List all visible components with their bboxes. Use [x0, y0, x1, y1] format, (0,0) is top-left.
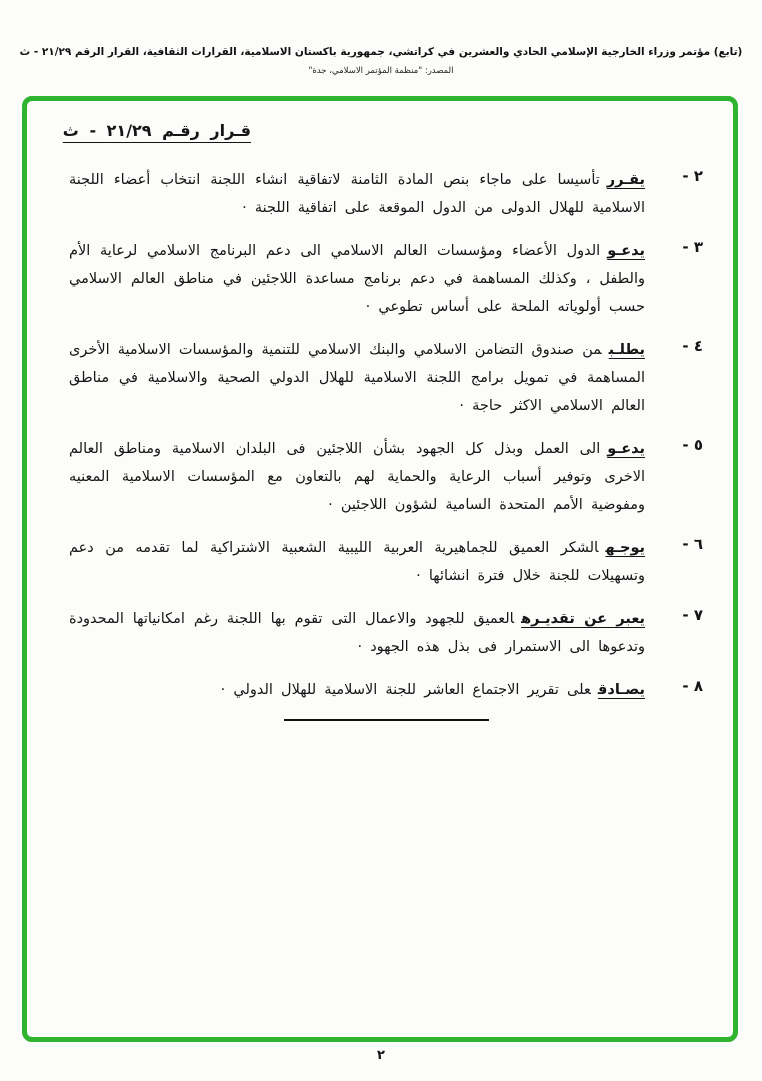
item-body: من صندوق التضامن الاسلامي والبنك الاسلامي للتنمية والمؤسسات الاسلامية الأخرى المساهمة في تمويل برامج اللجنة الاسلامية للهلال الدولي الصحية والاسلامية في مناطق العالم الاسلامي الاكثر حاجة · [69, 342, 645, 414]
item-number: ٦ - [682, 535, 703, 553]
item-number: ٣ - [682, 238, 703, 256]
resolution-items [69, 166, 703, 704]
resolution-item [69, 435, 703, 519]
item-number: ٧ - [682, 606, 703, 624]
item-text [69, 435, 645, 519]
item-text [69, 605, 645, 661]
resolution-item [69, 605, 703, 661]
item-number: ٥ - [682, 436, 703, 454]
end-rule [284, 719, 489, 721]
item-number: ٤ - [682, 337, 703, 355]
item-text [69, 676, 645, 704]
document-header-line: (تابع) مؤتمر وزراء الخارجية الإسلامي الحادي والعشرين في كراتشي، جمهورية باكستان الاسلامية، القرارات الثقافية، القرار الرقم ٢١/٢٩ - ث [19, 46, 743, 58]
item-number: ٢ - [682, 167, 703, 185]
green-highlight-frame [22, 96, 738, 1042]
item-text [69, 534, 645, 590]
item-body: الى العمل وبذل كل الجهود بشأن اللاجئين فى البلدان الاسلامية ومناطق العالم الاخرى وتوفير أسباب الرعاية والحماية لهم بالتعاون مع المؤسسات الاسلامية المعنيه ومفوضية الأمم المتحدة السامية لشؤون اللاجئين · [69, 441, 645, 513]
item-body: تأسيسا على ماجاء بنص المادة الثامنة لاتفاقية انشاء اللجنة انتخاب أعضاء اللجنة الاسلامية للهلال الدولى من الدول الموقعة على اتفاقية اللجنة · [69, 172, 645, 216]
resolution-item [69, 237, 703, 321]
item-body: الدول الأعضاء ومؤسسات العالم الاسلامي الى دعم البرنامج الاسلامي لرعاية الأم والطفل ، وكذلك المساهمة في دعم برنامج مساعدة اللاجئين في مناطق العالم الاسلامي حسب أولوياته الملحة على أساس تطوعي · [69, 243, 645, 315]
resolution-item [69, 166, 703, 222]
item-lead-word: يعبر عن تقديـره [521, 611, 645, 627]
item-text [69, 166, 645, 222]
item-text [69, 336, 645, 420]
item-number: ٨ - [682, 677, 703, 695]
item-lead-word: يطلـب [608, 342, 645, 358]
item-lead-word: يدعـو [607, 243, 645, 259]
item-lead-word: يصـادق [597, 682, 645, 698]
item-lead-word: يوجـه [605, 540, 645, 556]
resolution-title: قـرار رقـم ٢١/٢٩ - ث [62, 121, 251, 140]
resolution-item [69, 676, 703, 704]
item-body: الشكر العميق للجماهيرية العربية الليبية الشعبية الاشتراكية لما تقدمه من دعم وتسهيلات للجنة خلال فترة انشائها · [69, 540, 645, 584]
resolution-item [69, 534, 703, 590]
item-body: العميق للجهود والاعمال التى تقوم بها اللجنة رغم امكانياتها المحدودة وتدعوها الى الاستمرار فى بذل هذه الجهود · [69, 611, 645, 655]
page-number: ٢ [377, 1048, 385, 1063]
document-source-line: المصدر: "منظمة المؤتمر الاسلامي، جدة" [308, 66, 454, 76]
item-lead-word: يقـرر [606, 172, 645, 188]
item-body: على تقرير الاجتماع العاشر للجنة الاسلامية للهلال الدولي · [220, 682, 591, 698]
resolution-item [69, 336, 703, 420]
item-lead-word: يدعـو [607, 441, 645, 457]
item-text [69, 237, 645, 321]
